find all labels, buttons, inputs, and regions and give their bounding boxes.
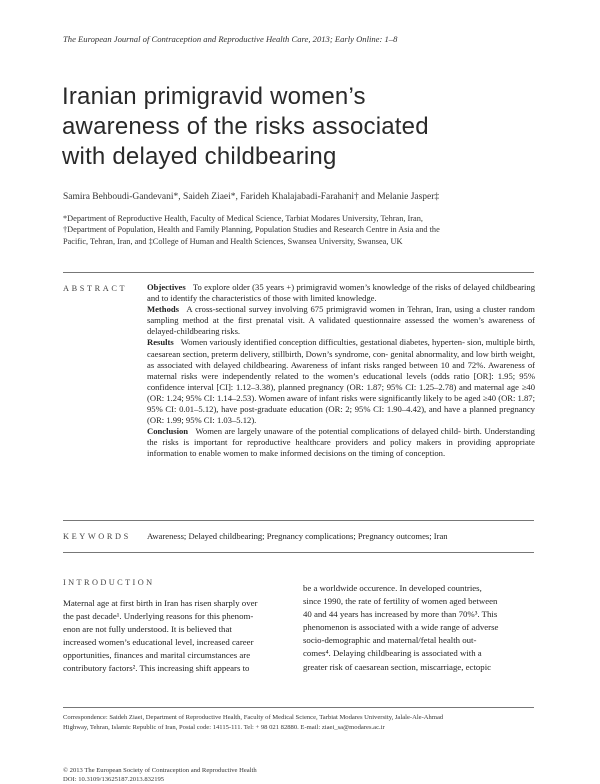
- intro-line: the past decade¹. Underlying reasons for this phenom-: [63, 611, 254, 622]
- intro-line: increased women’s educational level, increased career: [63, 637, 254, 648]
- conclusion-line: Women are largely unaware of the potential complications of delayed child-: [195, 426, 461, 437]
- keywords-text: Awareness; Delayed childbearing; Pregnancy complications; Pregnancy outcomes; Iran: [147, 531, 448, 541]
- correspondence-line: Correspondence: Saideh Ziaei, Department of Reproductive Health, Faculty of Medical Science, Tarbiat Modares University, Jalale-Ale-Ahmad: [63, 714, 444, 721]
- conclusion-heading: Conclusion: [147, 426, 189, 437]
- results-line: sion, multiple birth, caesarean section, preterm delivery, stillbirth, Down’s syndrome, con-: [147, 337, 536, 359]
- abstract-top-rule: [63, 272, 534, 273]
- title-line: Iranian primigravid women’s: [62, 83, 366, 110]
- affiliation-line: Pacific, Tehran, Iran, and ‡College of Human and Health Sciences, Swansea University, Swansea, UK: [63, 236, 403, 246]
- conclusion-line: on the timing of conception.: [347, 448, 446, 459]
- results-line: of infant risks ranged between 10 and 72%. Awareness of maternal risks were independently: [147, 359, 535, 381]
- methods-heading: Methods: [147, 304, 179, 315]
- results-line: [CI]: 1.12–3.38), planned pregnancy (OR: 1.87; 95% CI: 1.25–2.78) and maternal age ≥40: [216, 381, 536, 392]
- intro-line: since 1990, the rate of fertility of women aged between: [303, 596, 498, 607]
- title-line: with delayed childbearing: [62, 143, 337, 170]
- section-title-introduction: INTRODUCTION: [63, 578, 155, 587]
- objectives-heading: Objectives: [147, 282, 186, 292]
- author-list: Samira Behboudi-Gandevani*, Saideh Ziaei*, Farideh Khalajabadi-Farahani† and Melanie Jasper‡: [63, 192, 440, 202]
- intro-line: be a worldwide occurence. In developed countries,: [303, 583, 482, 593]
- objectives-paragraph: [147, 282, 535, 304]
- title-line: awareness of the risks associated: [62, 113, 429, 140]
- objectives-line: To explore older (35 years +) primigravid women’s knowledge of the risks: [192, 282, 452, 292]
- affiliation-line: *Department of Reproductive Health, Faculty of Medical Science, Tarbiat Modares University, Tehran, Iran,: [63, 214, 423, 223]
- intro-line: socio-demographic and maternal/fetal health out-: [303, 635, 477, 646]
- article-title: [62, 82, 532, 172]
- intro-line: Maternal age at first birth in Iran has risen sharply over: [63, 598, 258, 608]
- results-line: aged ≥40 (OR: 1.87; 95% CI: 0.01–5.12), have post-graduate education (OR: 2; 95% CI:: [147, 392, 535, 415]
- methods-paragraph: [147, 304, 535, 337]
- objectives-line: of delayed childbearing and to identify the characteristics of those with limited knowledge.: [147, 282, 535, 304]
- copyright-line: © 2013 The European Society of Contraception and Reproductive Health: [63, 767, 257, 774]
- results-line: related to the women’s educational levels (odds ratio [OR]: 1.95; 95% confidence interval: [147, 370, 535, 392]
- results-line: Women variously identified conception difficulties, gestational diabetes, hyperten-: [180, 337, 465, 348]
- keywords-bottom-rule: [63, 552, 534, 553]
- keywords-label: KEYWORDS: [63, 532, 131, 541]
- copyright-footer: [63, 767, 257, 784]
- intro-line: 40 and 44 years has increased by more than 70%³. This: [303, 609, 498, 620]
- conclusion-paragraph: [147, 426, 535, 459]
- doi-line: DOI: 10.3109/13625187.2013.832195: [63, 775, 165, 783]
- results-line: (OR: 1.24; 95% CI: 1.14–2.53). Women aware of infant risks were significantly likely to be: [147, 392, 463, 403]
- conclusion-line: birth. Understanding the risks is important for reproductive healthcare providers and policy: [147, 426, 535, 448]
- abstract-label: ABSTRACT: [63, 284, 128, 293]
- methods-line: A cross-sectional survey involving 675 primigravid women in Tehran, Iran, using: [186, 304, 474, 315]
- intro-line: enon are not fully understood. It is believed that: [63, 624, 232, 635]
- intro-line: contributory factors². This increasing shift appears to: [63, 663, 250, 674]
- affiliations: [63, 213, 543, 247]
- intro-line: phenomenon is associated with a wide range of adverse: [303, 622, 499, 633]
- results-heading: Results: [147, 337, 174, 348]
- methods-line: a cluster random sampling method at the first prenatal visit. A validated questionnaire assessed: [147, 304, 535, 326]
- intro-left-column: [63, 597, 291, 676]
- affiliation-line: †Department of Population, Health and Family Planning, Population Studies and Research Centre in Asia and the: [63, 225, 440, 235]
- journal-header: The European Journal of Contraception and Reproductive Health Care, 2013; Early Online: 1–8: [63, 34, 398, 44]
- conclusion-line: makers in providing appropriate information to enable women to make informed decisions: [147, 437, 535, 459]
- correspondence-line: Highway, Tehran, Islamic Republic of Iran, Postal code: 14115-111. Tel: + 98 021 82880. E-mail: ziaei_sa@modares.ac.ir: [63, 723, 385, 731]
- keywords-top-rule: [63, 520, 534, 521]
- intro-line: greater risk of caesarean section, miscarriage, ectopic: [303, 661, 492, 672]
- results-line: 1.90–4.42), and have a planned pregnancy (OR: 1.99; 95% CI: 1.03–5.12).: [147, 404, 535, 426]
- intro-line: comes⁴. Delaying childbearing is associated with a: [303, 648, 482, 659]
- methods-line: the women’s awareness of delayed-childbearing risks.: [147, 315, 535, 337]
- abstract-body: [147, 282, 535, 460]
- correspondence: [63, 713, 539, 733]
- intro-line: opportunities, finances and marital circumstances are: [63, 650, 251, 661]
- results-line: genital abnormality, and low birth weight, as associated with delayed childbearing. Awareness: [147, 348, 535, 370]
- results-paragraph: [147, 337, 535, 426]
- intro-right-column: [303, 582, 531, 674]
- correspondence-rule: [63, 707, 534, 708]
